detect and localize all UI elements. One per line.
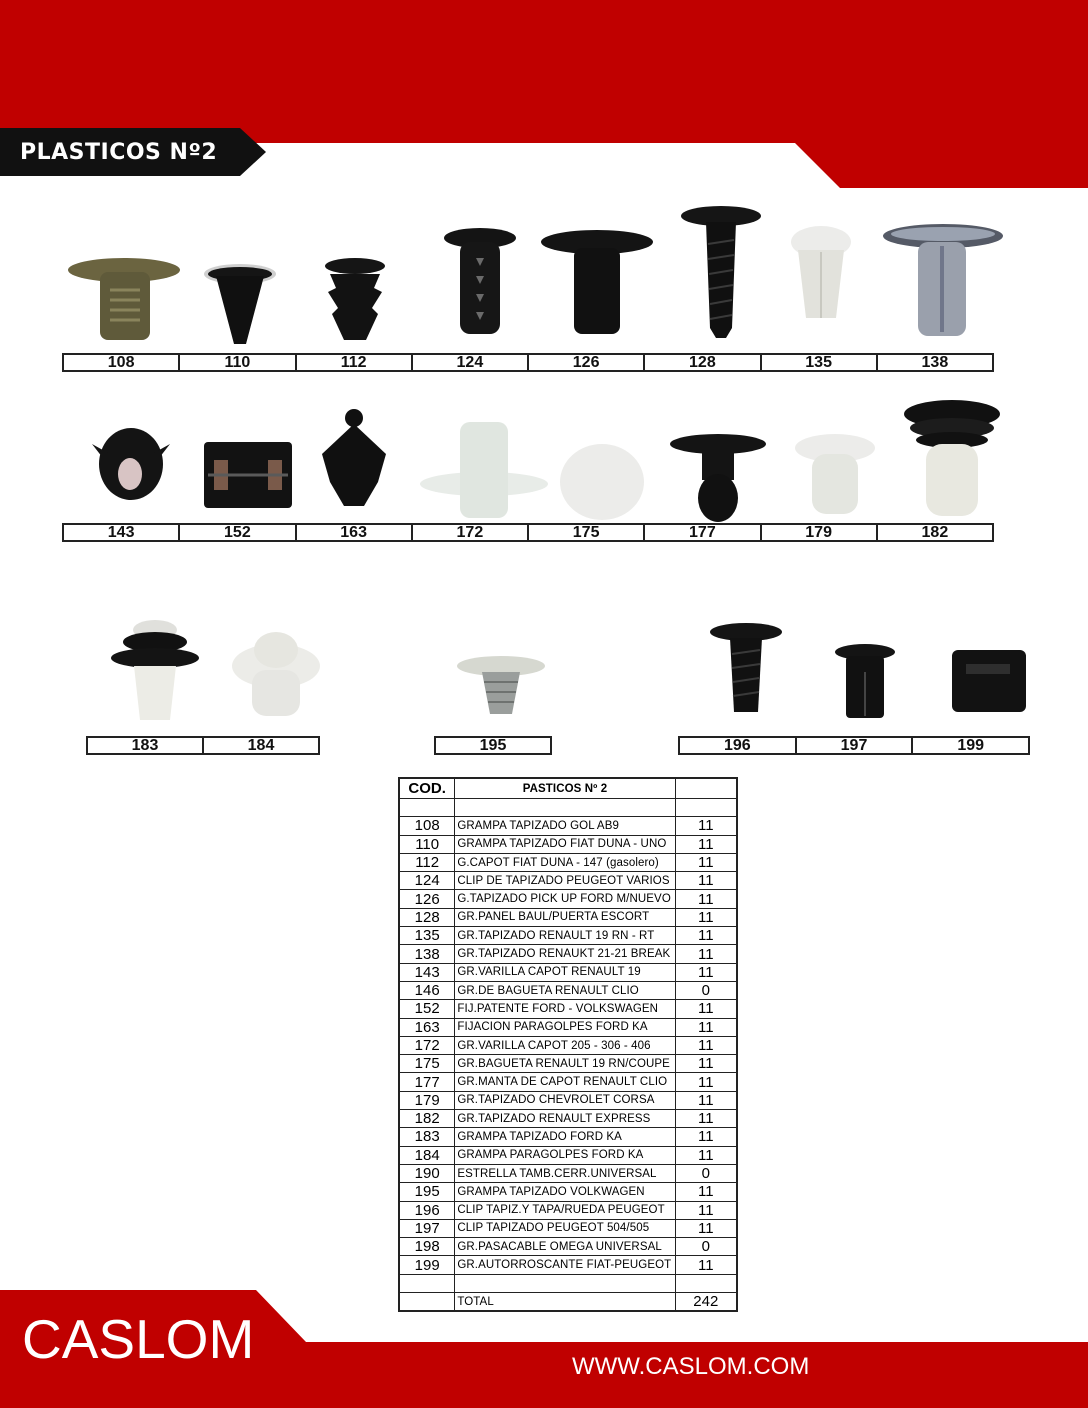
part-135-image bbox=[786, 222, 856, 332]
row-code: 184 bbox=[399, 1146, 455, 1164]
row-description: GRAMPA TAPIZADO FIAT DUNA - UNO bbox=[455, 835, 675, 853]
row-description: G.TAPIZADO PICK UP FORD M/NUEVO bbox=[455, 890, 675, 908]
row-quantity: 11 bbox=[675, 963, 737, 981]
part-183-image bbox=[108, 616, 202, 726]
row-quantity: 11 bbox=[675, 1036, 737, 1054]
row-description: GR.TAPIZADO RENAULT 19 RN - RT bbox=[455, 927, 675, 945]
part-code: 126 bbox=[527, 355, 643, 370]
row-quantity: 11 bbox=[675, 835, 737, 853]
row-description: GRAMPA PARAGOLPES FORD KA bbox=[455, 1146, 675, 1164]
part-175-image bbox=[554, 436, 650, 522]
row-description: CLIP DE TAPIZADO PEUGEOT VARIOS bbox=[455, 872, 675, 890]
parts-table bbox=[398, 777, 738, 1312]
table-row bbox=[399, 1018, 737, 1036]
row-quantity: 11 bbox=[675, 1091, 737, 1109]
table-row bbox=[399, 1128, 737, 1146]
row-description: GR.PASACABLE OMEGA UNIVERSAL bbox=[455, 1238, 675, 1256]
row-description: GRAMPA TAPIZADO VOLKWAGEN bbox=[455, 1183, 675, 1201]
row-description: GR.TAPIZADO CHEVROLET CORSA bbox=[455, 1091, 675, 1109]
table-row bbox=[399, 1219, 737, 1237]
row-description: GR.AUTORROSCANTE FIAT-PEUGEOT bbox=[455, 1256, 675, 1274]
row-quantity: 11 bbox=[675, 1128, 737, 1146]
part-182-image bbox=[900, 394, 1004, 522]
row-code: 199 bbox=[399, 1256, 455, 1274]
row-description: GR.VARILLA CAPOT RENAULT 19 bbox=[455, 963, 675, 981]
part-code: 184 bbox=[202, 738, 318, 753]
row-code: 195 bbox=[399, 1183, 455, 1201]
part-152-image bbox=[200, 438, 296, 512]
table-header-title: PASTICOS Nº 2 bbox=[455, 778, 675, 799]
row-description: GRAMPA TAPIZADO GOL AB9 bbox=[455, 817, 675, 835]
part-codes-row3-group1 bbox=[86, 736, 320, 755]
row-code: 177 bbox=[399, 1073, 455, 1091]
table-row bbox=[399, 981, 737, 999]
row-description: CLIP TAPIZ.Y TAPA/RUEDA PEUGEOT bbox=[455, 1201, 675, 1219]
part-code: 183 bbox=[131, 737, 159, 754]
row-code: 190 bbox=[399, 1164, 455, 1182]
part-143-image bbox=[88, 414, 174, 510]
part-code: 112 bbox=[295, 355, 411, 370]
part-126-image bbox=[538, 228, 656, 338]
row-quantity: 11 bbox=[675, 1000, 737, 1018]
part-code: 175 bbox=[527, 525, 643, 540]
table-row bbox=[399, 927, 737, 945]
table-row bbox=[399, 1238, 737, 1256]
row-code: 179 bbox=[399, 1091, 455, 1109]
total-value: 242 bbox=[675, 1293, 737, 1312]
part-code: 177 bbox=[643, 525, 759, 540]
row-code: 183 bbox=[399, 1128, 455, 1146]
row-quantity: 11 bbox=[675, 1201, 737, 1219]
row-description: GR.MANTA DE CAPOT RENAULT CLIO bbox=[455, 1073, 675, 1091]
table-row bbox=[399, 1201, 737, 1219]
total-label: TOTAL bbox=[455, 1293, 675, 1312]
part-112-image bbox=[320, 252, 390, 346]
row-code: 108 bbox=[399, 817, 455, 835]
table-row bbox=[399, 872, 737, 890]
part-177-image bbox=[668, 432, 768, 524]
part-code: 199 bbox=[911, 738, 1028, 753]
row-code: 163 bbox=[399, 1018, 455, 1036]
row-quantity: 11 bbox=[675, 1055, 737, 1073]
table-row bbox=[399, 817, 737, 835]
row-quantity: 0 bbox=[675, 1238, 737, 1256]
part-code: 172 bbox=[411, 525, 527, 540]
table-row bbox=[399, 1091, 737, 1109]
part-138-image bbox=[880, 222, 1006, 340]
row-quantity: 11 bbox=[675, 817, 737, 835]
table-row bbox=[399, 1000, 737, 1018]
part-196-image bbox=[706, 620, 786, 720]
row-code: 182 bbox=[399, 1110, 455, 1128]
row-quantity: 11 bbox=[675, 945, 737, 963]
table-header-row bbox=[399, 778, 737, 799]
row-description: GR.BAGUETA RENAULT 19 RN/COUPE bbox=[455, 1055, 675, 1073]
row-code: 110 bbox=[399, 835, 455, 853]
table-row bbox=[399, 1146, 737, 1164]
row-description: GR.DE BAGUETA RENAULT CLIO bbox=[455, 981, 675, 999]
part-code: 138 bbox=[876, 355, 992, 370]
part-197-image bbox=[832, 642, 898, 722]
table-row bbox=[399, 1256, 737, 1274]
row-description: GR.TAPIZADO RENAUKT 21-21 BREAK bbox=[455, 945, 675, 963]
row-description: G.CAPOT FIAT DUNA - 147 (gasolero) bbox=[455, 853, 675, 871]
part-code: 108 bbox=[107, 354, 135, 371]
row-code: 152 bbox=[399, 1000, 455, 1018]
row-code: 198 bbox=[399, 1238, 455, 1256]
row-code: 197 bbox=[399, 1219, 455, 1237]
table-header-qty bbox=[675, 778, 737, 799]
row-code: 146 bbox=[399, 981, 455, 999]
row-quantity: 11 bbox=[675, 1183, 737, 1201]
part-code: 163 bbox=[295, 525, 411, 540]
part-code: 179 bbox=[760, 525, 876, 540]
table-row bbox=[399, 1055, 737, 1073]
table-row bbox=[399, 963, 737, 981]
part-code: 196 bbox=[723, 737, 751, 754]
row-description: ESTRELLA TAMB.CERR.UNIVERSAL bbox=[455, 1164, 675, 1182]
row-description: FIJ.PATENTE FORD - VOLKSWAGEN bbox=[455, 1000, 675, 1018]
row-code: 124 bbox=[399, 872, 455, 890]
part-codes-row2 bbox=[62, 523, 994, 542]
row-description: GRAMPA TAPIZADO FORD KA bbox=[455, 1128, 675, 1146]
row-description: FIJACION PARAGOLPES FORD KA bbox=[455, 1018, 675, 1036]
table-row bbox=[399, 1183, 737, 1201]
table-row bbox=[399, 945, 737, 963]
part-codes-row3-group2 bbox=[434, 736, 552, 755]
row-quantity: 0 bbox=[675, 1164, 737, 1182]
part-108-image bbox=[64, 250, 184, 345]
row-quantity: 11 bbox=[675, 1146, 737, 1164]
row-quantity: 11 bbox=[675, 1219, 737, 1237]
part-195-image bbox=[454, 654, 548, 720]
part-163-image bbox=[316, 406, 392, 512]
part-124-image bbox=[440, 226, 520, 341]
row-quantity: 11 bbox=[675, 890, 737, 908]
part-codes-row3-group3 bbox=[678, 736, 1030, 755]
part-172-image bbox=[416, 402, 552, 520]
part-179-image bbox=[792, 424, 878, 520]
part-code: 135 bbox=[760, 355, 876, 370]
table-row bbox=[399, 1073, 737, 1091]
part-184-image bbox=[228, 626, 324, 720]
table-header-code: COD. bbox=[399, 778, 455, 799]
row-quantity: 11 bbox=[675, 872, 737, 890]
row-code: 128 bbox=[399, 908, 455, 926]
row-quantity: 11 bbox=[675, 1110, 737, 1128]
part-code: 143 bbox=[107, 524, 135, 541]
table-row bbox=[399, 1164, 737, 1182]
row-quantity: 11 bbox=[675, 1256, 737, 1274]
part-code: 124 bbox=[411, 355, 527, 370]
row-quantity: 11 bbox=[675, 927, 737, 945]
table-row bbox=[399, 835, 737, 853]
part-code: 195 bbox=[479, 737, 507, 754]
part-199-image bbox=[946, 640, 1030, 720]
row-description: GR.PANEL BAUL/PUERTA ESCORT bbox=[455, 908, 675, 926]
row-code: 143 bbox=[399, 963, 455, 981]
website-link[interactable]: WWW.CASLOM.COM bbox=[572, 1353, 810, 1380]
row-code: 196 bbox=[399, 1201, 455, 1219]
row-code: 112 bbox=[399, 853, 455, 871]
table-row bbox=[399, 1036, 737, 1054]
table-row bbox=[399, 853, 737, 871]
row-quantity: 11 bbox=[675, 1073, 737, 1091]
row-code: 172 bbox=[399, 1036, 455, 1054]
row-code: 126 bbox=[399, 890, 455, 908]
row-quantity: 11 bbox=[675, 1018, 737, 1036]
row-code: 175 bbox=[399, 1055, 455, 1073]
table-row bbox=[399, 1110, 737, 1128]
part-110-image bbox=[200, 258, 280, 348]
row-description: CLIP TAPIZADO PEUGEOT 504/505 bbox=[455, 1219, 675, 1237]
row-code: 138 bbox=[399, 945, 455, 963]
table-row bbox=[399, 908, 737, 926]
table-spacer-row bbox=[399, 799, 737, 817]
section-title: PLASTICOS Nº2 bbox=[20, 140, 218, 165]
brand-name: CASLOM bbox=[22, 1308, 255, 1370]
part-128-image bbox=[676, 204, 766, 340]
row-description: GR.TAPIZADO RENAULT EXPRESS bbox=[455, 1110, 675, 1128]
row-quantity: 0 bbox=[675, 981, 737, 999]
part-code: 110 bbox=[178, 355, 294, 370]
row-quantity: 11 bbox=[675, 908, 737, 926]
row-description: GR.VARILLA CAPOT 205 - 306 - 406 bbox=[455, 1036, 675, 1054]
part-code: 197 bbox=[795, 738, 912, 753]
row-code: 135 bbox=[399, 927, 455, 945]
part-code: 152 bbox=[178, 525, 294, 540]
part-code: 182 bbox=[876, 525, 992, 540]
part-code: 128 bbox=[643, 355, 759, 370]
table-row bbox=[399, 890, 737, 908]
row-quantity: 11 bbox=[675, 853, 737, 871]
part-codes-row1 bbox=[62, 353, 994, 372]
